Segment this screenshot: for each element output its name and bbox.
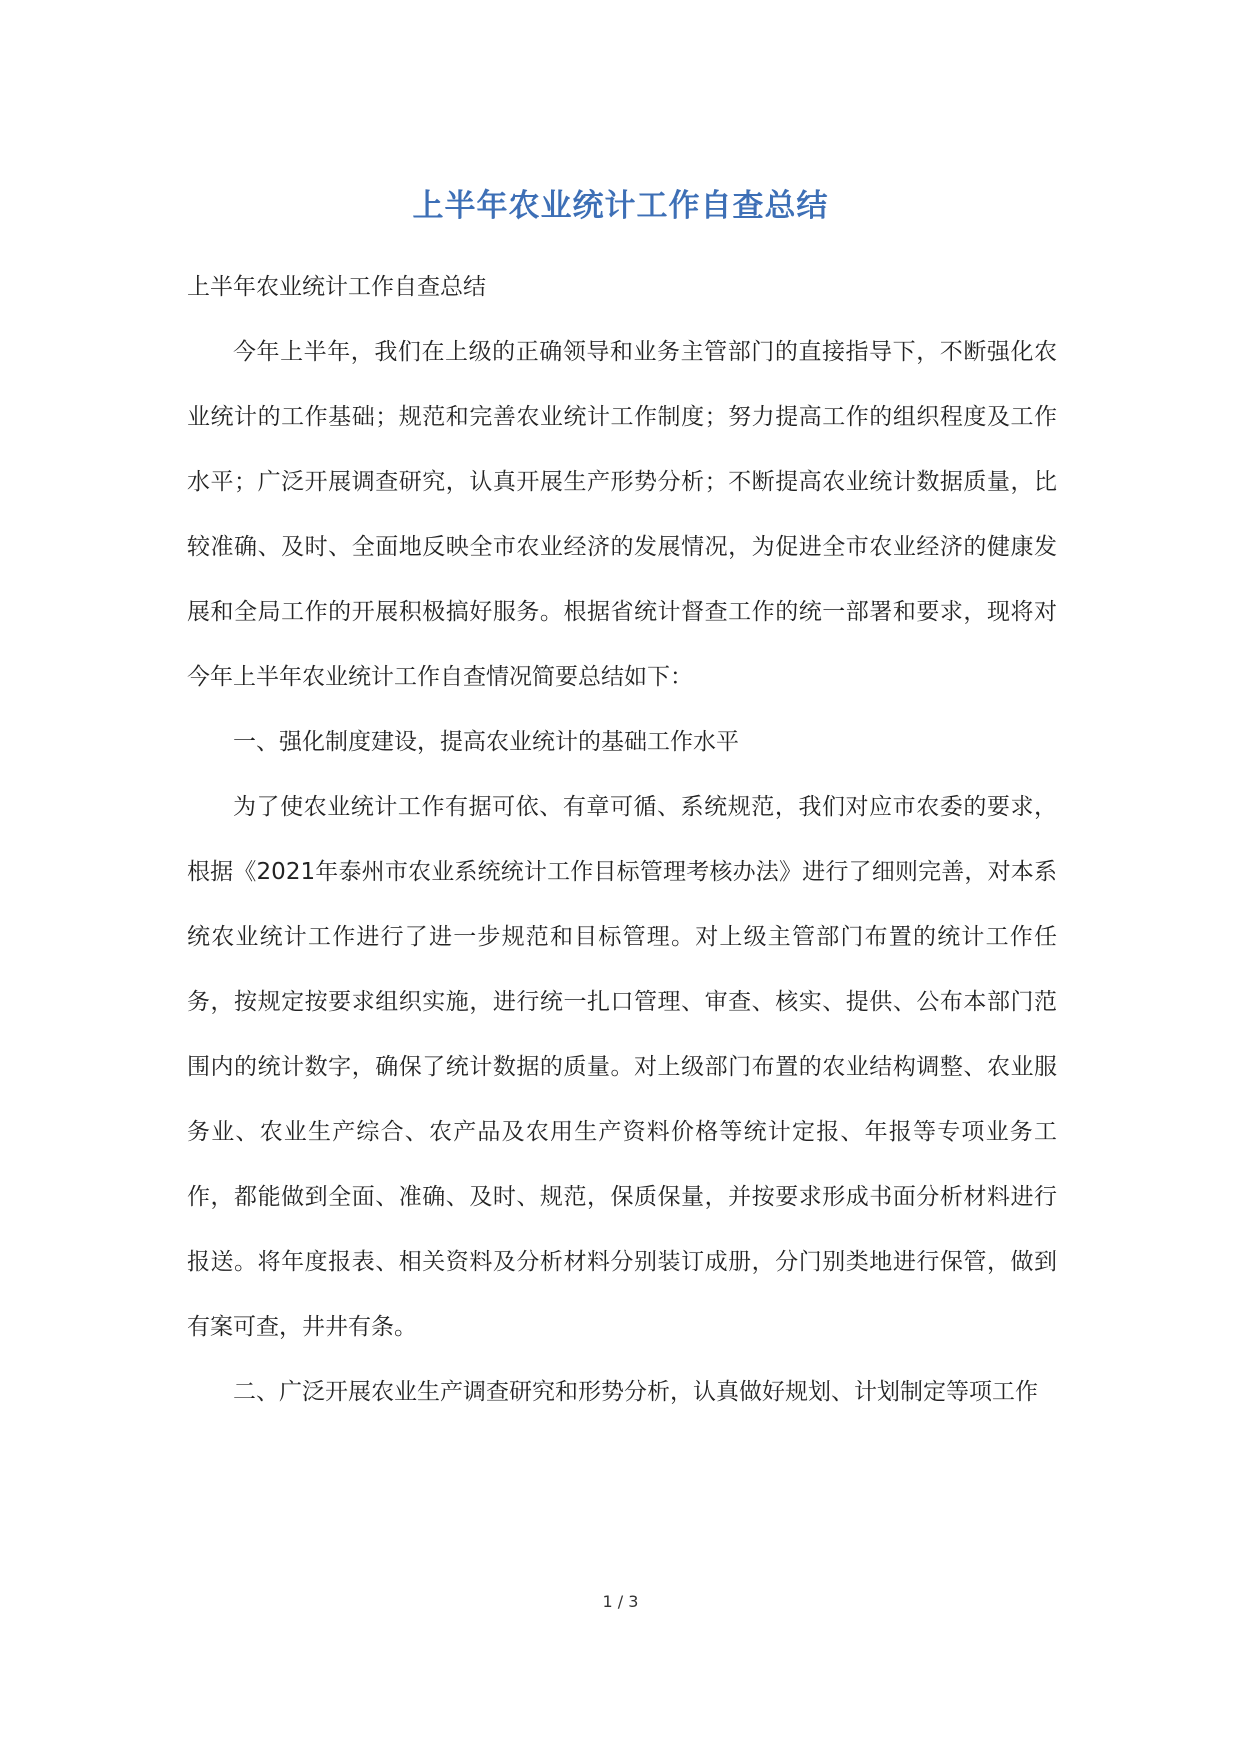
section-heading-1: 一、强化制度建设，提高农业统计的基础工作水平 — [233, 729, 739, 755]
document-subtitle: 上半年农业统计工作自查总结 — [187, 274, 486, 300]
document-body — [187, 255, 1057, 1425]
page-number: 1 / 3 — [602, 1592, 639, 1611]
document-title: 上半年农业统计工作自查总结 — [412, 188, 829, 224]
paragraph-section-1: 为了使农业统计工作有据可依、有章可循、系统规范，我们对应市农委的要求，根据《2021年泰州市农业系统统计工作目标管理考核办法》进行了细则完善，对本系统农业统计工作进行了进一步规范和目标管理。对上级主管部门布置的统计工作任务，按规定按要求组织实施，进行统一扎口管理、审查、核实、提供、公布本部门范围内的统计数字，确保了统计数据的质量。对上级部门布置的农业结构调整、农业服务业、农业生产综合、农产品及农用生产资料价格等统计定报、年报等专项业务工作，都能做到全面、准确、及时、规范，保质保量，并按要求形成书面分析材料进行报送。将年度报表、相关资料及分析材料分别装订成册，分门别类地进行保管，做到有案可查，井井有条。 — [187, 794, 1057, 1340]
section-heading-2: 二、广泛开展农业生产调查研究和形势分析，认真做好规划、计划制定等项工作 — [233, 1379, 1038, 1405]
paragraph-intro: 今年上半年，我们在上级的正确领导和业务主管部门的直接指导下，不断强化农业统计的工作基础；规范和完善农业统计工作制度；努力提高工作的组织程度及工作水平；广泛开展调查研究，认真开展生产形势分析；不断提高农业统计数据质量，比较准确、及时、全面地反映全市农业经济的发展情况，为促进全市农业经济的健康发展和全局工作的开展积极搞好服务。根据省统计督查工作的统一部署和要求，现将对今年上半年农业统计工作自查情况简要总结如下： — [187, 339, 1057, 690]
